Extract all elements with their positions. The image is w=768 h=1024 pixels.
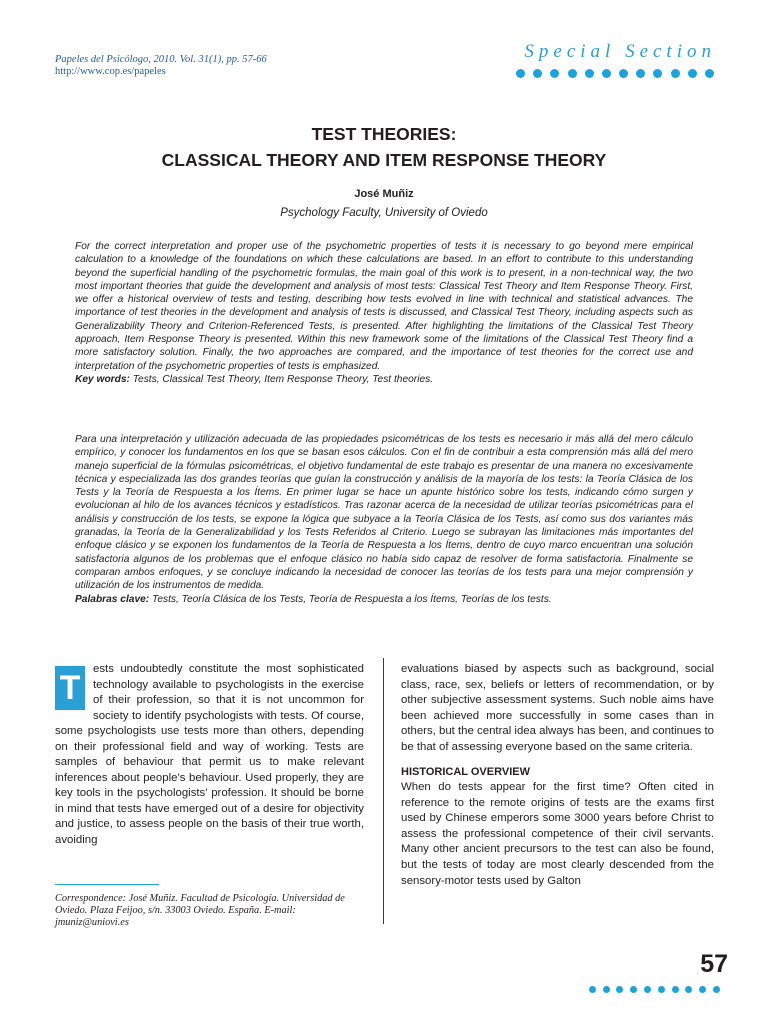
keywords-english (75, 373, 693, 386)
keywords-label: Palabras clave: (75, 593, 150, 605)
author-affiliation: Psychology Faculty, University of Oviedo (280, 207, 488, 219)
keywords-spanish (75, 593, 693, 606)
footer-dots-decoration (589, 986, 720, 993)
keywords-values: Tests, Classical Test Theory, Item Response Theory, Test theories. (132, 373, 434, 385)
article-title (0, 121, 768, 173)
journal-url[interactable]: http://www.cop.es/papeles (55, 66, 166, 77)
section-label: Special Section (524, 41, 716, 62)
journal-citation: Papeles del Psicólogo, 2010. Vol. 31(1), pp. 57-66 (55, 54, 267, 65)
abstract-english-text: For the correct interpretation and proper use of the psychometric properties of tests it is necessary to go beyond mere empirical calculation to a knowledge of the foundations on which these calculations are based. In an effort to contribute to this understanding beyond the superficial handling of the psychometric formulas, the main goal of this work is to present, in a non-technical way, the two most important theories that guide the development and analysis of most tests: Classical Test Theory and Item Response Theory. First, we offer a historical overview of tests and testing, describing how tests evolved in line with technical and statistical advances. The importance of test theories in the development and analysis of tests is discussed, and Classical Test Theory, including aspects such as Generalizability Theory and Criterion-Referenced Tests, is presented. After highlighting the limitations of the Classical Test Theory approach, Item Response Theory is presented. Within this new framework some of the limitations of the Classical Test Theory find a more satisfactory solution. Finally, the two approaches are compared, and the importance of test theories for the correct use and interpretation of the psychometric properties of tests is emphasized. (75, 241, 693, 372)
section-dots-decoration (516, 69, 714, 78)
correspondence-footnote: Correspondence: José Muñiz. Facultad de Psicología. Universidad de Oviedo. Plaza Feijoo, s/n. 33003 Oviedo. España. E-mail: jmuniz@uniovi.es (55, 893, 345, 929)
abstract-english (75, 240, 693, 386)
historical-paragraph: When do tests appear for the first time? Often cited in reference to the remote origins of tests are the exams first used by Chinese emperors some 3000 years before Christ to assess the professional competence of their civil servants. Many other ancient precursors to the test can also be found, but the tests of today are most clearly descended from the sensory-motor tests used by Galton (401, 781, 714, 887)
drop-cap: T (55, 666, 85, 710)
title-line-1: TEST THEORIES: (311, 124, 457, 144)
title-line-2: CLASSICAL THEORY AND ITEM RESPONSE THEORY (161, 150, 607, 170)
intro-paragraph (55, 662, 364, 849)
journal-reference (55, 54, 267, 78)
continued-paragraph: evaluations biased by aspects such as background, social class, race, sex, beliefs or letters of recommendation, or by other subjective assessment systems. Such noble aims have been achieved more successfully in some cases than in others, but the central idea always has been, and continues to be that of assessing everyone based on the same criteria. (401, 663, 714, 753)
body-column-left (55, 662, 364, 849)
keywords-values: Tests, Teoría Clásica de los Tests, Teoría de Respuesta a los Ítems, Teorías de los tests. (152, 593, 552, 605)
keywords-label: Key words: (75, 373, 130, 385)
section-heading: HISTORICAL OVERVIEW (401, 766, 530, 779)
footnote-divider (55, 884, 159, 885)
abstract-spanish-text: Para una interpretación y utilización adecuada de las propiedades psicométricas de los tests es necesario ir más allá del mero cálculo empírico, y conocer los fundamentos en los que se basan esos cálculos. Con el fin de contribuir a esta comprensión más allá del mero manejo superficial de la fórmulas psicométricas, el objetivo fundamental de este trabajo es presentar de una manera no excesivamente técnica y especializada las dos grandes teorías que guían la construcción y análisis de la mayoría de los tests: la Teoría Clásica de los Tests y la Teoría de Respuesta a los Ítems. En primer lugar se hace un apunte histórico sobre los tests, indicando cómo surgen y evolucionan al hilo de los avances técnicos y estadísticos. Tras razonar acerca de la necesidad de utilizar teorías psicométricas para el análisis y construcción de los tests, se expone la lógica que subyace a la Teoría Clásica de los Tests, así como sus dos variantes más granadas, la Teoría de la Generalizabilidad y los Tests Referidos al Criterio. Luego se subrayan las limitaciones más importantes del enfoque clásico y se exponen los fundamentos de la Teoría de Respuesta a los Ítems, dentro de cuyo marco encuentran una solución satisfactoria algunos de los problemas que el enfoque clásico no había sido capaz de resolver de forma satisfactoria. Finalmente se comparan ambos enfoques, y se concluye indicando la necesidad de conocer las teorías de los tests para una mejor comprensión y utilización de los instrumentos de medida. (75, 434, 693, 592)
intro-paragraph-text: ests undoubtedly constitute the most sophisticated technology available to psychologists in the exercise of their profession, so that it is not uncommon for society to identify psychologists with tests. Of course, some psychologists use tests more than others, depending on their professional field and way of working. Tests are samples of behaviour that permit us to make relevant inferences about people’s behaviour. Used properly, they are key tools in the psychologists’ profession. It should be borne in mind that tests have emerged out of a desire for objectivity and justice, to assess people on the basis of their true worth, avoiding (55, 663, 364, 847)
abstract-spanish (75, 433, 693, 606)
author-name: José Muñiz (354, 188, 414, 200)
body-column-right (401, 662, 714, 889)
page-number: 57 (700, 950, 728, 978)
column-divider (383, 658, 384, 924)
